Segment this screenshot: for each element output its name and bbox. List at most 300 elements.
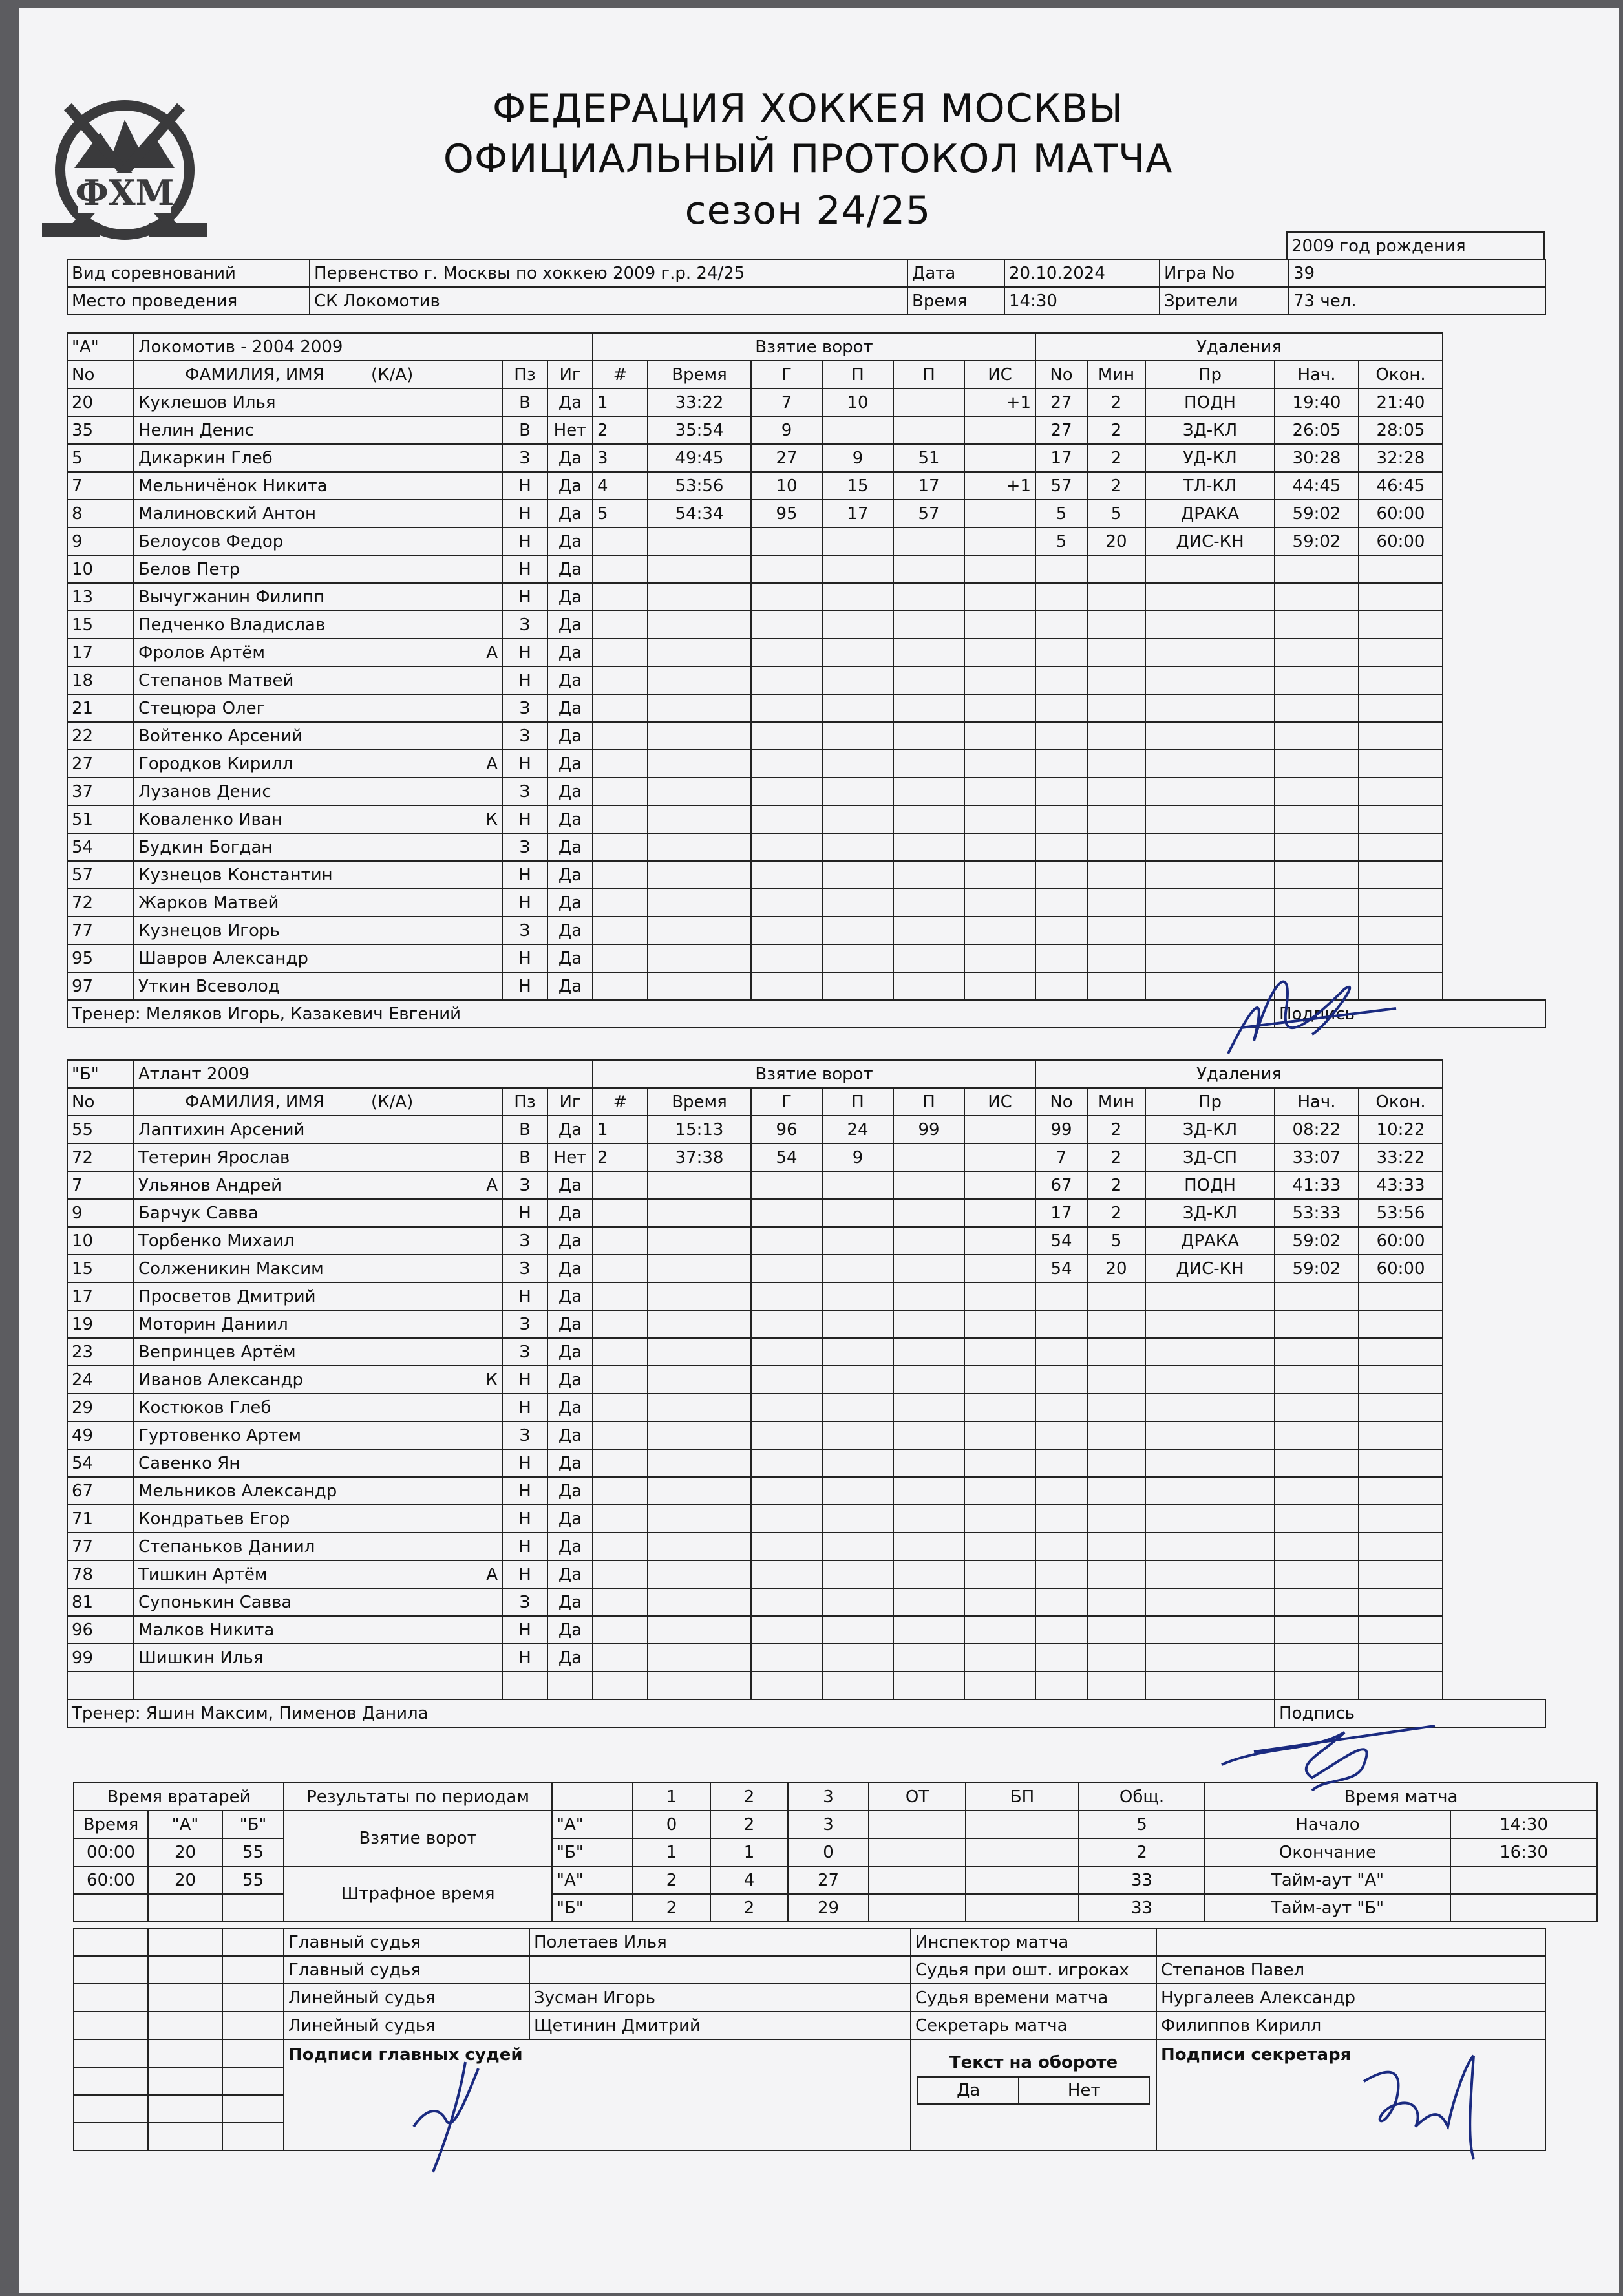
goal-cell: 37:38 [648,1143,751,1171]
goal-cell [751,1449,822,1477]
penalty-cell [1275,1560,1359,1588]
teamA-row [67,611,1545,639]
goal-cell [648,1282,751,1310]
goal-cell [751,1616,822,1644]
penalty-cell: 59:02 [1275,1227,1359,1255]
penalty-cell: ДИС-КН [1145,1255,1275,1282]
penalty-cell [1145,722,1275,750]
goal-cell [964,1477,1035,1505]
goal-cell [648,1449,751,1477]
teamA-row [67,750,1545,778]
player-played: Да [547,1366,593,1394]
penalty-cell [1275,1449,1359,1477]
player-played: Да [547,1255,593,1282]
teamA-row [67,500,1545,527]
penalty-cell [1035,1449,1087,1477]
goal-cell [964,861,1035,889]
teamA-row [67,694,1545,722]
player-played: Да [547,1310,593,1338]
penalty-cell: ПОДН [1145,1171,1275,1199]
goal-cell [893,1394,964,1421]
goal-cell [822,694,893,722]
teamB-row [67,1366,1545,1394]
teamB-row [67,1116,1545,1143]
penalty-cell [1275,1505,1359,1533]
goal-cell [964,1533,1035,1560]
player-number: 24 [67,1366,134,1394]
penalty-cell [1145,889,1275,917]
officials-table: Главный судья Полетаев Илья Инспектор матча Главный судья Судья при ошт. игроках Степанов Павел Линейный судья Зусман Игорь Судья времени матча Нургалеев Александр Линейный судья Щетинин Дмитрий Секретарь матча Филиппов Кирилл Подписи главных судей Текст на обороте Да Нет Подписи секретаря [73,1928,1546,2151]
penalty-cell: 19:40 [1275,388,1359,416]
player-position: Н [502,1505,547,1533]
player-played: Да [547,861,593,889]
teamB-row [67,1477,1545,1505]
player-name: Лаптихин Арсений [134,1116,502,1143]
goal-cell: 51 [893,444,964,472]
player-played: Да [547,1227,593,1255]
goal-cell [822,805,893,833]
player-number: 72 [67,889,134,917]
goal-cell [893,722,964,750]
goal-cell [648,1477,751,1505]
penalty-cell: 57 [1035,472,1087,500]
goal-cell [751,833,822,861]
goal-cell [648,583,751,611]
goal-cell [593,1310,648,1338]
player-name: Шишкин Илья [134,1644,502,1672]
goal-cell: 2 [593,416,648,444]
protocol-title: ОФИЦИАЛЬНЫЙ ПРОТОКОЛ МАТЧА [443,136,1173,182]
reverse-no[interactable]: Нет [1019,2077,1149,2104]
penalty-cell: 59:02 [1275,527,1359,555]
goal-cell [893,889,964,917]
goal-cell [822,583,893,611]
player-name: Будкин Богдан [134,833,502,861]
penalty-cell: ДИС-КН [1145,527,1275,555]
teamB-row [67,1588,1545,1616]
player-position: З [502,611,547,639]
goal-cell [751,1199,822,1227]
goal-cell [822,1282,893,1310]
penalty-cell [1275,778,1359,805]
goal-cell [593,583,648,611]
player-position: Н [502,527,547,555]
goal-cell [593,1477,648,1505]
player-number: 13 [67,583,134,611]
player-number: 29 [67,1394,134,1421]
player-played: Да [547,778,593,805]
goal-cell: 53:56 [648,472,751,500]
goal-cell [893,555,964,583]
goal-cell [893,1143,964,1171]
goal-cell: 17 [893,472,964,500]
goal-cell [648,972,751,1000]
penalty-cell [1035,889,1087,917]
penalty-cell: 41:33 [1275,1171,1359,1199]
goal-cell [751,917,822,944]
goal-cell [648,1199,751,1227]
player-played: Да [547,1588,593,1616]
goal-cell: 2 [593,1143,648,1171]
penalty-cell: ДРАКА [1145,500,1275,527]
goal-cell [593,944,648,972]
player-name: Белоусов Федор [134,527,502,555]
player-position [502,1672,547,1699]
teamA-row [67,555,1545,583]
player-name: Просветов Дмитрий [134,1282,502,1310]
goal-cell [964,694,1035,722]
player-played: Да [547,611,593,639]
goal-cell [648,861,751,889]
teamB-row [67,1616,1545,1644]
goal-cell [893,1505,964,1533]
teamA-row [67,917,1545,944]
penalty-cell: 20 [1087,527,1145,555]
goal-cell [593,1227,648,1255]
player-played: Да [547,639,593,666]
penalty-cell [1275,611,1359,639]
teamA-row [67,639,1545,666]
player-number: 22 [67,722,134,750]
penalty-cell [1359,1588,1443,1616]
penalty-cell [1035,861,1087,889]
player-played: Да [547,972,593,1000]
captain-mark: А [486,1175,498,1195]
goal-cell [964,1672,1035,1699]
goal-cell [893,1171,964,1199]
player-played: Да [547,472,593,500]
teamA-row [67,388,1545,416]
penalty-cell: 2 [1087,1199,1145,1227]
goal-cell [822,1533,893,1560]
player-position: В [502,388,547,416]
goal-cell [822,1227,893,1255]
goal-cell [964,1338,1035,1366]
player-played: Да [547,694,593,722]
player-played: Да [547,1644,593,1672]
player-name: Мельничёнок Никита [134,472,502,500]
penalty-cell [1145,1505,1275,1533]
referee-signature [388,2049,517,2178]
player-number: 7 [67,472,134,500]
penalty-cell [1145,833,1275,861]
player-number: 35 [67,416,134,444]
penalty-cell [1087,1644,1145,1672]
team-b-coach: Тренер: Яшин Максим, Пименов Данила [67,1699,1275,1727]
penalty-cell [1087,1477,1145,1505]
penalty-cell [1087,1533,1145,1560]
goal-cell [593,611,648,639]
player-name: Куклешов Илья [134,388,502,416]
goal-cell [893,611,964,639]
penalty-cell [1359,694,1443,722]
goal-cell [822,889,893,917]
penalty-cell [1275,1672,1359,1699]
penalty-cell [1087,1588,1145,1616]
goal-cell [822,527,893,555]
goal-cell [648,555,751,583]
player-number: 99 [67,1644,134,1672]
goal-cell [822,750,893,778]
goal-cell [822,666,893,694]
summary-table: Время вратарей Результаты по периодам 1 2 3 ОТ БП Общ. Время матча Время "А" "Б" Взятие ворот "А" 0 2 3 5 Начало 14:30 00:00 20 55 "Б" 1 1 0 2 Окончание 16:30 60:00 20 55 Штрафное время "А" 2 4 27 33 Тайм-аут "А" "Б" 2 2 29 33 Тайм-аут "Б" [73,1782,1598,1922]
goal-cell: 54:34 [648,500,751,527]
goal-cell [822,1171,893,1199]
goal-cell: 35:54 [648,416,751,444]
player-name: Дикаркин Глеб [134,444,502,472]
goal-cell [822,1560,893,1588]
penalty-cell [1035,611,1087,639]
goal-cell [822,1477,893,1505]
goal-cell [648,1394,751,1421]
goal-cell: 27 [751,444,822,472]
goal-cell [751,583,822,611]
penalty-cell [1035,1672,1087,1699]
teamA-row [67,722,1545,750]
team-b-signature-label: Подпись [1275,1699,1545,1727]
penalty-cell [1035,639,1087,666]
player-name: Савенко Ян [134,1449,502,1477]
penalty-cell [1145,1616,1275,1644]
team-a-signature-label: Подпись [1275,1000,1545,1028]
player-position: З [502,1421,547,1449]
player-position: Н [502,750,547,778]
reverse-yes[interactable]: Да [918,2077,1019,2104]
penalty-cell [1145,1394,1275,1421]
goal-cell [751,750,822,778]
player-position: Н [502,555,547,583]
player-played: Да [547,1282,593,1310]
goal-cell [893,1672,964,1699]
penalty-cell [1359,1672,1443,1699]
secretary-signature [1344,2043,1493,2172]
penalty-cell: 60:00 [1359,500,1443,527]
player-number: 9 [67,527,134,555]
player-position: Н [502,1199,547,1227]
player-name: Солженикин Максим [134,1255,502,1282]
goal-cell [593,1505,648,1533]
player-number: 54 [67,833,134,861]
goal-cell [964,1227,1035,1255]
penalty-cell [1035,1644,1087,1672]
penalty-cell: ДРАКА [1145,1227,1275,1255]
penalty-cell [1145,555,1275,583]
penalty-cell [1359,1421,1443,1449]
goal-cell [648,1560,751,1588]
teamA-row [67,778,1545,805]
player-position: Н [502,1449,547,1477]
penalty-cell [1359,1282,1443,1310]
penalty-cell: 60:00 [1359,1255,1443,1282]
team-a-signature [1215,950,1409,1079]
federation-title: ФЕДЕРАЦИЯ ХОККЕЯ МОСКВЫ [492,86,1124,131]
penalty-cell [1035,972,1087,1000]
player-name: Барчук Савва [134,1199,502,1227]
player-number: 7 [67,1171,134,1199]
goal-cell [593,972,648,1000]
goal-cell [964,917,1035,944]
player-name: Стецюра Олег [134,694,502,722]
goal-cell [964,1394,1035,1421]
penalty-cell: 44:45 [1275,472,1359,500]
penalty-cell [1035,1616,1087,1644]
goal-cell [822,1421,893,1449]
goal-cell [964,944,1035,972]
penalty-cell [1145,1282,1275,1310]
teamA-row [67,527,1545,555]
penalty-cell: 26:05 [1275,416,1359,444]
player-position: Н [502,1394,547,1421]
player-played: Да [547,1616,593,1644]
penalty-cell [1035,1533,1087,1560]
penalty-cell [1087,1338,1145,1366]
goal-cell [964,750,1035,778]
goal-cell [964,1310,1035,1338]
penalty-cell [1359,805,1443,833]
goal-cell [751,1310,822,1338]
goal-cell [593,1394,648,1421]
player-number [67,1672,134,1699]
goal-cell [964,1588,1035,1616]
goal-cell: 5 [593,500,648,527]
teamA-row [67,583,1545,611]
teamB-row [67,1533,1545,1560]
goal-cell [593,1449,648,1477]
penalty-cell [1275,917,1359,944]
penalty-cell [1035,722,1087,750]
player-position: З [502,444,547,472]
teamB-row [67,1282,1545,1310]
player-position: Н [502,1616,547,1644]
player-played: Да [547,500,593,527]
player-number: 23 [67,1338,134,1366]
penalty-cell: 5 [1035,527,1087,555]
player-number: 57 [67,861,134,889]
goal-cell [751,527,822,555]
player-number: 54 [67,1449,134,1477]
goal-cell [964,611,1035,639]
goal-cell [648,1338,751,1366]
goal-cell [893,1282,964,1310]
player-number: 77 [67,917,134,944]
goal-cell [648,722,751,750]
player-name: Городков Кирилл А [134,750,502,778]
goal-cell [964,722,1035,750]
goal-cell [751,944,822,972]
goal-cell [648,1366,751,1394]
goal-cell [822,1394,893,1421]
goal-cell [648,1421,751,1449]
penalty-cell [1087,917,1145,944]
goal-cell [648,778,751,805]
player-name: Кондратьев Егор [134,1505,502,1533]
penalty-cell [1359,1560,1443,1588]
goal-cell [593,1366,648,1394]
player-name: Нелин Денис [134,416,502,444]
penalty-cell: 54 [1035,1255,1087,1282]
goal-cell [964,1616,1035,1644]
penalty-cell [1145,917,1275,944]
player-number: 5 [67,444,134,472]
teamB-row [67,1171,1545,1199]
player-number: 17 [67,1282,134,1310]
penalty-cell: 27 [1035,388,1087,416]
penalty-cell [1145,1338,1275,1366]
player-played: Да [547,1171,593,1199]
birth-year-box: 2009 год рождения [1286,231,1545,260]
goal-cell: 24 [822,1116,893,1143]
goal-cell [964,1560,1035,1588]
goal-cell [893,833,964,861]
penalty-cell [1035,805,1087,833]
player-number: 81 [67,1588,134,1616]
penalty-cell [1275,1282,1359,1310]
goal-cell [648,1588,751,1616]
match-info-table: Вид соревнований Первенство г. Москвы по хоккею 2009 г.р. 24/25 Дата 20.10.2024 Игра No 39 Место проведения СК Локомотив Время 14:30 Зрители 73 чел. [67,259,1546,315]
penalty-cell [1275,833,1359,861]
penalty-cell: 5 [1035,500,1087,527]
player-number: 10 [67,1227,134,1255]
player-played: Да [547,1449,593,1477]
goal-cell [964,639,1035,666]
goal-cell [648,611,751,639]
player-name: Супонькин Савва [134,1588,502,1616]
goal-cell [593,1560,648,1588]
goal-cell [648,889,751,917]
penalty-cell [1035,1560,1087,1588]
penalty-cell: 5 [1087,500,1145,527]
goal-cell: 15:13 [648,1116,751,1143]
player-played: Да [547,750,593,778]
player-position: З [502,1227,547,1255]
penalty-cell [1035,917,1087,944]
player-name: Педченко Владислав [134,611,502,639]
penalty-cell: ЗД-КЛ [1145,1116,1275,1143]
goal-cell [964,1143,1035,1171]
goal-cell [593,1588,648,1616]
player-number: 51 [67,805,134,833]
goal-cell [893,972,964,1000]
goal-cell [893,805,964,833]
penalty-cell [1087,778,1145,805]
player-position: Н [502,944,547,972]
goal-cell [964,972,1035,1000]
goal-cell [964,500,1035,527]
penalty-cell [1275,805,1359,833]
goal-cell [893,778,964,805]
penalty-cell [1035,1421,1087,1449]
penalty-cell [1359,1366,1443,1394]
player-played: Да [547,1338,593,1366]
penalty-cell [1359,1477,1443,1505]
penalty-cell [1087,1421,1145,1449]
goal-cell [964,1282,1035,1310]
goal-cell [751,1421,822,1449]
player-played: Да [547,1560,593,1588]
goal-cell [822,1672,893,1699]
goal-cell [593,555,648,583]
penalty-cell [1087,1672,1145,1699]
penalty-cell [1087,1616,1145,1644]
player-played: Да [547,666,593,694]
penalty-cell [1035,1366,1087,1394]
goal-cell: 95 [751,500,822,527]
goal-cell [822,1199,893,1227]
penalty-cell: 67 [1035,1171,1087,1199]
penalty-cell [1359,611,1443,639]
penalty-cell: 7 [1035,1143,1087,1171]
player-position: З [502,1310,547,1338]
